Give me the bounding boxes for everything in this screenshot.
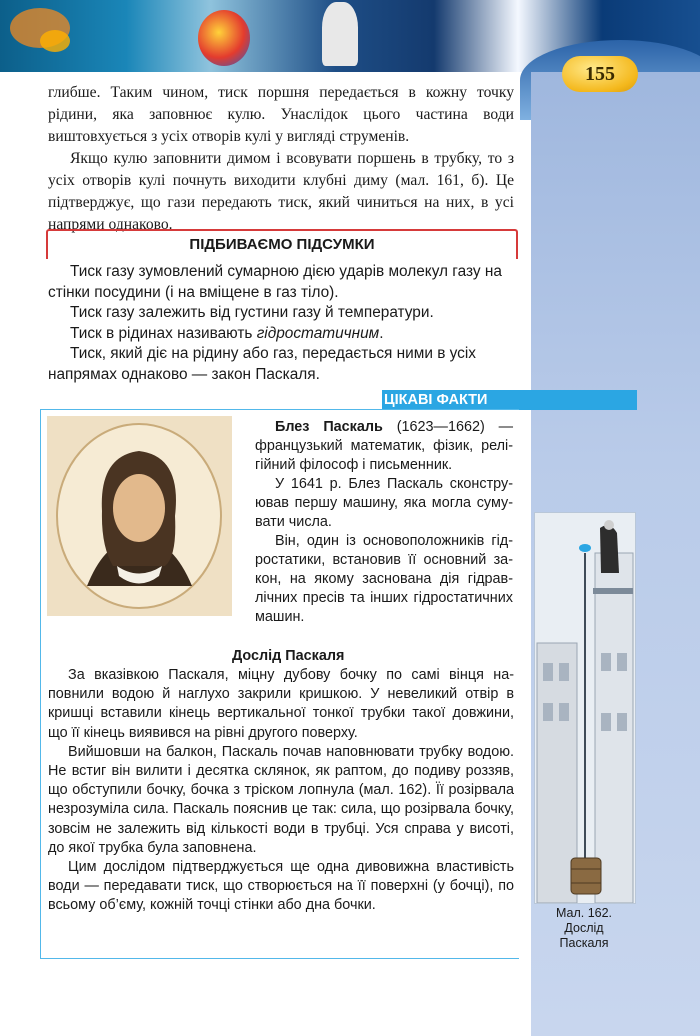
summary-text [48,262,514,385]
summary-p3-suffix: . [379,324,384,342]
bio-rest: (1623—1662) — французький математик, фізик, релігійний філософ і письменник. [255,419,514,473]
intro-paragraph-1: глибше. Таким чином, тиск поршня передається в кожну точку рідини, яка заповнює кулю. Унаслідок цього частина води виштовхується з усіх отворів кулі у вигляді струменів. [48,84,514,145]
page-number: 155 [562,56,638,92]
summary-p3-term: гідростатичним [256,324,380,342]
portrait-icon [47,416,232,616]
experiment-paragraph-2: Вийшовши на балкон, Паскаль почав наповнювати трубку водою. Не встиг він вилити і десятка склянок, як раптом, до подиву роззяв, що обступили бочку, бочка з тріском лопнула (мал. 162). Її розірвала незрозуміла сила. Паскаль пояснив це так: сила, що розірвала бочку, зовсім не залежить від кількості води в трубці. Уся справа у висоті, до якої трубка була заповнена. [48,743,514,856]
bio-paragraph-3: Він, один із основоположників гідростатики, встановив її основний закон, на якому заснована дія гідравлічних пресів та інших гідростатичних машин. [255,533,513,625]
bio-paragraph-1 [255,418,513,475]
intro-text [48,82,514,236]
caption-line-1: Мал. 162. [555,906,613,920]
experiment-paragraph-3: Цим дослідом підтверджується ще одна дивовижна властивість води — передавати тиск, що створюється на її поверхні (у бочці), по всьому об’єму, кожній точці стінки або дна бочки. [48,859,514,914]
figure-caption [536,906,632,951]
figure-162 [534,512,636,904]
caption-line-3: Паскаля [559,936,609,950]
intro-paragraph-2: Якщо кулю заповнити димом і всовувати поршень в трубку, то з усіх отворів кулі почнуть виходити клубні диму (мал. 161, б). Це підтверджує, що гази передають тиск, який чиниться на них, в усі напрями однаково. [48,150,514,233]
summary-paragraph-1: Тиск газу зумовлений сумарною дією ударів молекул газу на стінки посудини (і на вміщене в газ тіло). [48,263,502,301]
summary-paragraph-4: Тиск, який діє на рідину або газ, передається ними в усіх напрямах однаково — закон Паскаля. [48,345,476,383]
experiment-title: Дослід Паскаля [232,648,345,664]
summary-paragraph-3 [48,324,514,345]
bio-paragraph-2: У 1641 р. Блез Паскаль сконструював першу машину, яка могла сумувати числа. [255,476,513,530]
bio-name: Блез Паскаль [275,419,383,435]
caption-line-2: Дослід [564,921,604,935]
biography [255,418,513,627]
facts-title: ЦІКАВІ ФАКТИ [384,392,488,408]
balloon-icon [198,10,250,66]
pascal-barrel-illustration [535,513,635,903]
summary-heading: ПІДБИВАЄМО ПІДСУМКИ [46,229,518,259]
experiment-text [48,666,514,916]
shuttle-icon [322,2,358,66]
summary-p3-prefix: Тиск в рідинах називають [70,324,257,342]
summary-paragraph-2: Тиск газу залежить від густини газу й температури. [70,304,434,321]
pascal-portrait [47,416,232,616]
experiment-paragraph-1: За вказівкою Паскаля, міцну дубову бочку по самі вінця наповнили водою й наглухо закрили кришкою. У невеликий отвір в кришці вставили кінець вертикальної тонкої трубки такої довжини, що її кінець виявився на рівні другого поверху. [48,667,514,741]
